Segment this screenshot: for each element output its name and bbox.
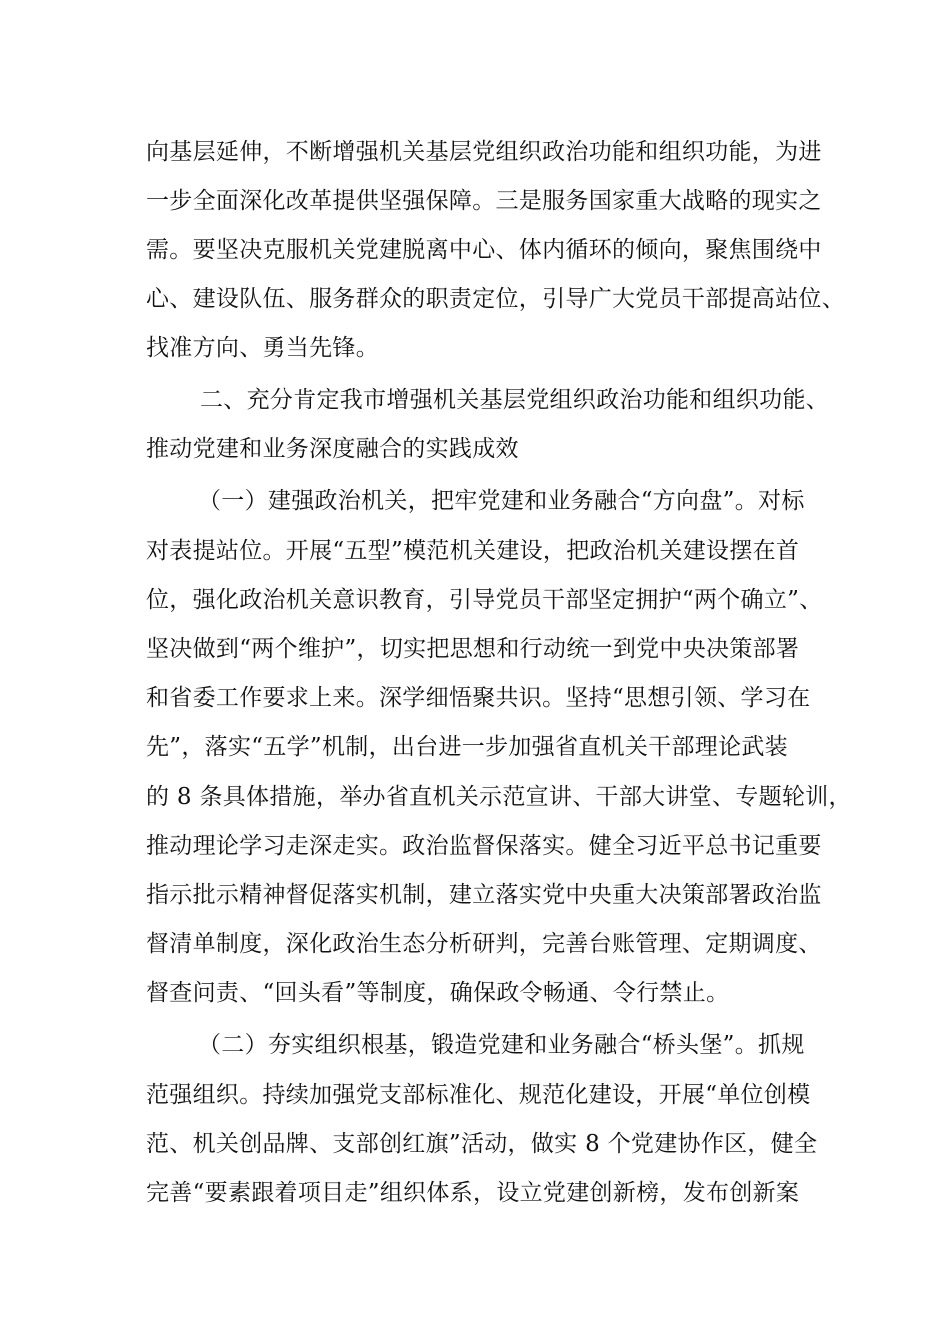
text-line: 范强组织。持续加强党支部标准化、规范化建设，开展“单位创模 xyxy=(146,1082,811,1108)
text-line: 对表提站位。开展“五型”模范机关建设，把政治机关建设摆在首 xyxy=(146,538,800,564)
text-line: 坚决做到“两个维护”，切实把思想和行动统一到党中央决策部署 xyxy=(146,636,800,662)
text-line: 位，强化政治机关意识教育，引导党员干部坚定拥护“两个确立”、 xyxy=(146,587,823,613)
text-line: 督查问责、“回头看”等制度，确保政令畅通、令行禁止。 xyxy=(146,980,730,1006)
section-heading-continued: 推动党建和业务深度融合的实践成效 xyxy=(146,436,519,462)
text-line: 一步全面深化改革提供坚强保障。三是服务国家重大战略的现实之 xyxy=(146,188,822,214)
text-line: 心、建设队伍、服务群众的职责定位，引导广大党员干部提高站位、 xyxy=(146,286,845,312)
text-line: 先”，落实“五学”机制，出台进一步加强省直机关干部理论武装 xyxy=(146,734,788,760)
text-line: 指示批示精神督促落实机制，建立落实党中央重大决策部署政治监 xyxy=(146,882,822,908)
text-line: 范、机关创品牌、支部创红旗”活动，做实 8 个党建协作区，健全 xyxy=(146,1131,818,1157)
subsection-heading: （一）建强政治机关，把牢党建和业务融合“方向盘”。对标 xyxy=(198,488,805,514)
section-heading: 二、充分肯定我市增强机关基层党组织政治功能和组织功能、 xyxy=(200,387,830,413)
text-line: 需。要坚决克服机关党建脱离中心、体内循环的倾向，聚焦围绕中 xyxy=(146,237,822,263)
text-line: 向基层延伸，不断增强机关基层党组织政治功能和组织功能，为进 xyxy=(146,139,822,165)
text-line: 督清单制度，深化政治生态分析研判，完善台账管理、定期调度、 xyxy=(146,931,822,957)
subsection-heading: （二）夯实组织根基，锻造党建和业务融合“桥头堡”。抓规 xyxy=(198,1032,805,1058)
text-line: 推动理论学习走深走实。政治监督保落实。健全习近平总书记重要 xyxy=(146,833,822,859)
text-line: 和省委工作要求上来。深学细悟聚共识。坚持“思想引领、学习在 xyxy=(146,685,811,711)
text-line: 找准方向、勇当先锋。 xyxy=(146,335,379,361)
text-line: 完善“要素跟着项目走”组织体系，设立党建创新榜，发布创新案 xyxy=(146,1180,800,1206)
text-line: 的 8 条具体措施，举办省直机关示范宣讲、干部大讲堂、专题轮训， xyxy=(146,784,852,810)
